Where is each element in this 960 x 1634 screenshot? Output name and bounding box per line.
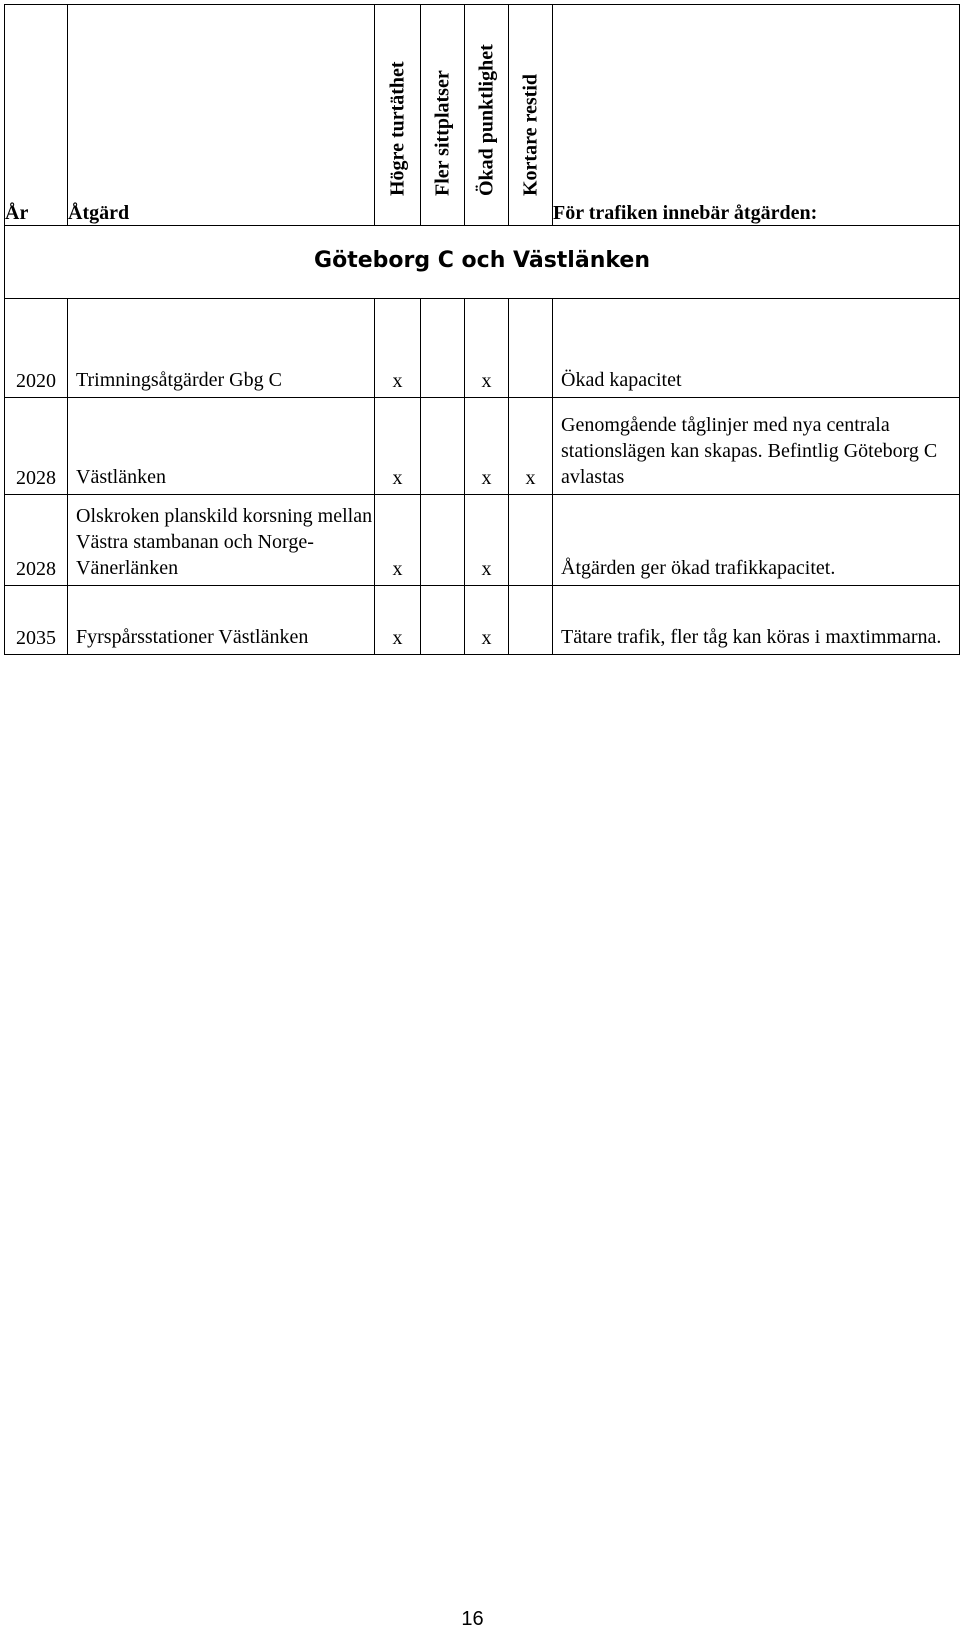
row-action: Trimningsåtgärder Gbg C (68, 299, 375, 398)
section-row (5, 226, 960, 299)
header-criterion-label: Fler sittplatser (431, 70, 453, 196)
row-mark: x (465, 398, 509, 495)
row-effect: Genomgående tåglinjer med nya centrala stationslägen kan skapas. Befintlig Göteborg C avlastas (553, 398, 960, 495)
row-mark: x (465, 495, 509, 586)
section-title: Göteborg C och Västlänken (5, 226, 960, 299)
row-mark: x (375, 586, 421, 655)
row-effect: Ökad kapacitet (553, 299, 960, 398)
header-criterion (509, 5, 553, 226)
table-row (5, 299, 960, 398)
row-mark (421, 586, 465, 655)
table-row (5, 495, 960, 586)
row-mark: x (465, 299, 509, 398)
header-criterion-label: Ökad punktlighet (475, 44, 497, 196)
row-mark: x (375, 398, 421, 495)
header-effect: För trafiken innebär åtgärden: (553, 5, 960, 226)
row-mark (509, 586, 553, 655)
measures-table (4, 4, 960, 655)
row-mark: x (375, 299, 421, 398)
row-mark (421, 398, 465, 495)
page-number: 16 (461, 1608, 484, 1630)
row-mark (421, 299, 465, 398)
header-criterion (421, 5, 465, 226)
row-action: Olskroken planskild korsning mellan Västra stambanan och Norge-Vänerlänken (68, 495, 375, 586)
table-row (5, 586, 960, 655)
header-criterion (465, 5, 509, 226)
header-row (5, 5, 960, 226)
row-mark: x (465, 586, 509, 655)
row-year: 2020 (5, 299, 68, 398)
header-action: Åtgärd (68, 5, 375, 226)
row-action: Fyrspårsstationer Västlänken (68, 586, 375, 655)
row-mark: x (509, 398, 553, 495)
table-row (5, 398, 960, 495)
row-effect: Åtgärden ger ökad trafikkapacitet. (553, 495, 960, 586)
row-mark (509, 299, 553, 398)
row-mark (509, 495, 553, 586)
row-year: 2028 (5, 398, 68, 495)
row-year: 2035 (5, 586, 68, 655)
row-mark (421, 495, 465, 586)
row-action: Västlänken (68, 398, 375, 495)
header-criterion-label: Kortare restid (519, 73, 541, 196)
header-criterion (375, 5, 421, 226)
row-effect: Tätare trafik, fler tåg kan köras i maxtimmarna. (553, 586, 960, 655)
row-mark: x (375, 495, 421, 586)
header-criterion-label: Högre turtäthet (386, 61, 408, 196)
header-year: År (5, 5, 68, 226)
row-year: 2028 (5, 495, 68, 586)
